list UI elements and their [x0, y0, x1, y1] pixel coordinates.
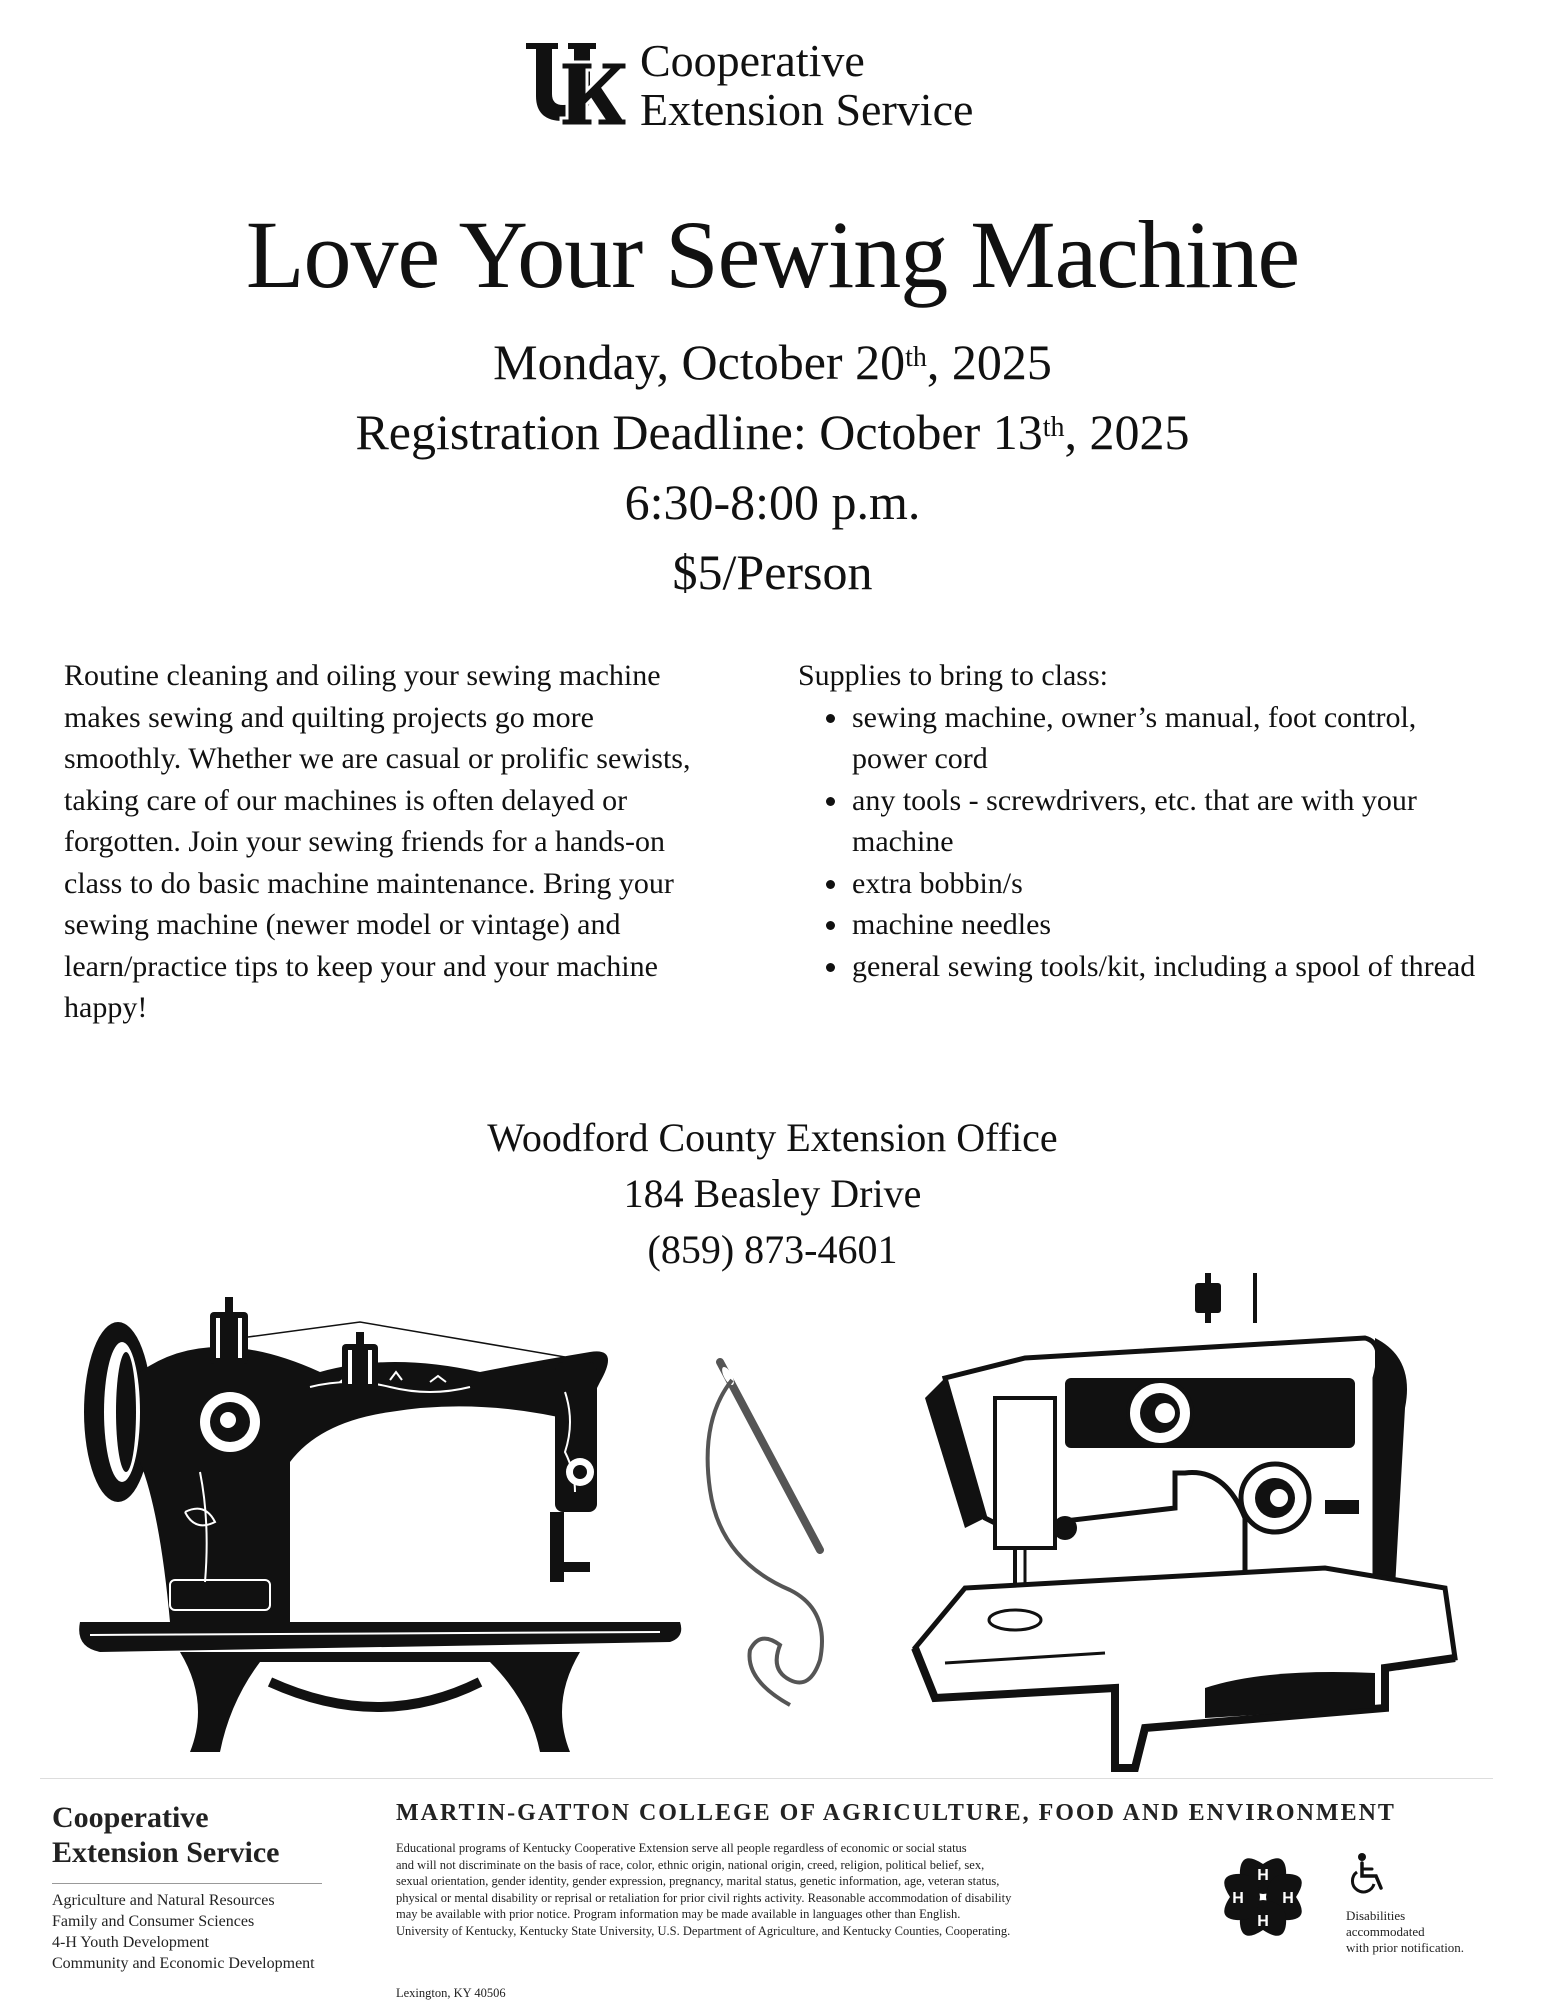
list-item: • machine needles	[850, 904, 1498, 946]
nondiscrimination-statement: Educational programs of Kentucky Cooperative Extension serve all people regardless of economic or social status and will not discriminate on the basis of race, color, ethnic origin, national origin, creed, religion, political belief, sex, sexual orientation, gender identity, gender expression, pregnancy, marital status, genetic information, age, veteran status, physical or mental disability or reprisal or retaliation for prior civil rights activity. Reasonable accommodation of disability may be available with prior notice. Program information may be made available in languages other than English. University of Kentucky, Kentucky State University, U.S. Department of Agriculture, and Kentucky Counties, Cooperating.	[396, 1841, 1012, 1938]
event-date: Monday, October 20th, 2025	[493, 334, 1052, 390]
supplies-list	[798, 655, 1498, 987]
list-item: Agriculture and Natural Resources	[52, 1892, 275, 1909]
svg-text:H: H	[1257, 1913, 1269, 1930]
office-address: 184 Beasley Drive	[623, 1171, 922, 1216]
college-name: MARTIN-GATTON COLLEGE OF AGRICULTURE, FOOD AND ENVIRONMENT	[396, 1800, 1396, 1826]
program-areas	[52, 1890, 315, 1974]
list-item: • extra bobbin/s	[850, 863, 1498, 905]
office-name: Woodford County Extension Office	[487, 1115, 1058, 1160]
event-price: $5/Person	[672, 544, 873, 600]
vintage-sewing-machine-icon	[60, 1262, 690, 1772]
list-item: • any tools - screwdrivers, etc. that are with your machine	[850, 780, 1498, 863]
office-phone: (859) 873-4601	[647, 1227, 898, 1272]
footer-divider	[40, 1778, 1493, 1779]
wheelchair-accessibility-icon	[1346, 1852, 1390, 1896]
list-item: 4-H Youth Development	[52, 1934, 209, 1951]
needle-thread-heart-icon	[700, 1350, 850, 1710]
svg-text:H: H	[1282, 1890, 1294, 1907]
modern-sewing-machine-icon	[905, 1268, 1475, 1778]
uk-logo-icon	[523, 38, 628, 130]
supplies-heading: Supplies to bring to class:	[798, 659, 1108, 692]
uk-extension-logo	[523, 35, 1043, 135]
svg-text:H: H	[1232, 1890, 1244, 1907]
list-item: Community and Economic Development	[52, 1955, 315, 1972]
svg-text:H: H	[1257, 1867, 1269, 1884]
event-time: 6:30-8:00 p.m.	[624, 474, 921, 530]
list-item: • general sewing tools/kit, including a spool of thread	[850, 946, 1498, 988]
logo-line-2: Extension Service	[640, 84, 974, 135]
event-title: Love Your Sewing Machine	[245, 201, 1300, 308]
class-description: Routine cleaning and oiling your sewing machine makes sewing and quilting projects go more smoothly. Whether we are casual or prolific sewists, taking care of our machines is often delayed or forgotten. Join your sewing friends for a hands-on class to do basic machine maintenance. Bring your sewing machine (newer model or vintage) and learn/practice tips to keep your and your machine happy!	[64, 659, 691, 1024]
footer-logo: Cooperative Extension Service	[52, 1801, 280, 1869]
registration-deadline: Registration Deadline: October 13th, 2025	[355, 404, 1190, 460]
logo-line-1: Cooperative	[640, 35, 865, 86]
disabilities-note: Disabilities accommodated with prior notification.	[1346, 1908, 1465, 1955]
footer-logo-divider	[52, 1883, 322, 1884]
4h-clover-icon	[1208, 1842, 1318, 1952]
list-item: • sewing machine, owner’s manual, foot control, power cord	[850, 697, 1498, 780]
location-block	[0, 1110, 1545, 1278]
list-item: Family and Consumer Sciences	[52, 1913, 255, 1930]
footer-address: Lexington, KY 40506	[396, 1986, 506, 2000]
